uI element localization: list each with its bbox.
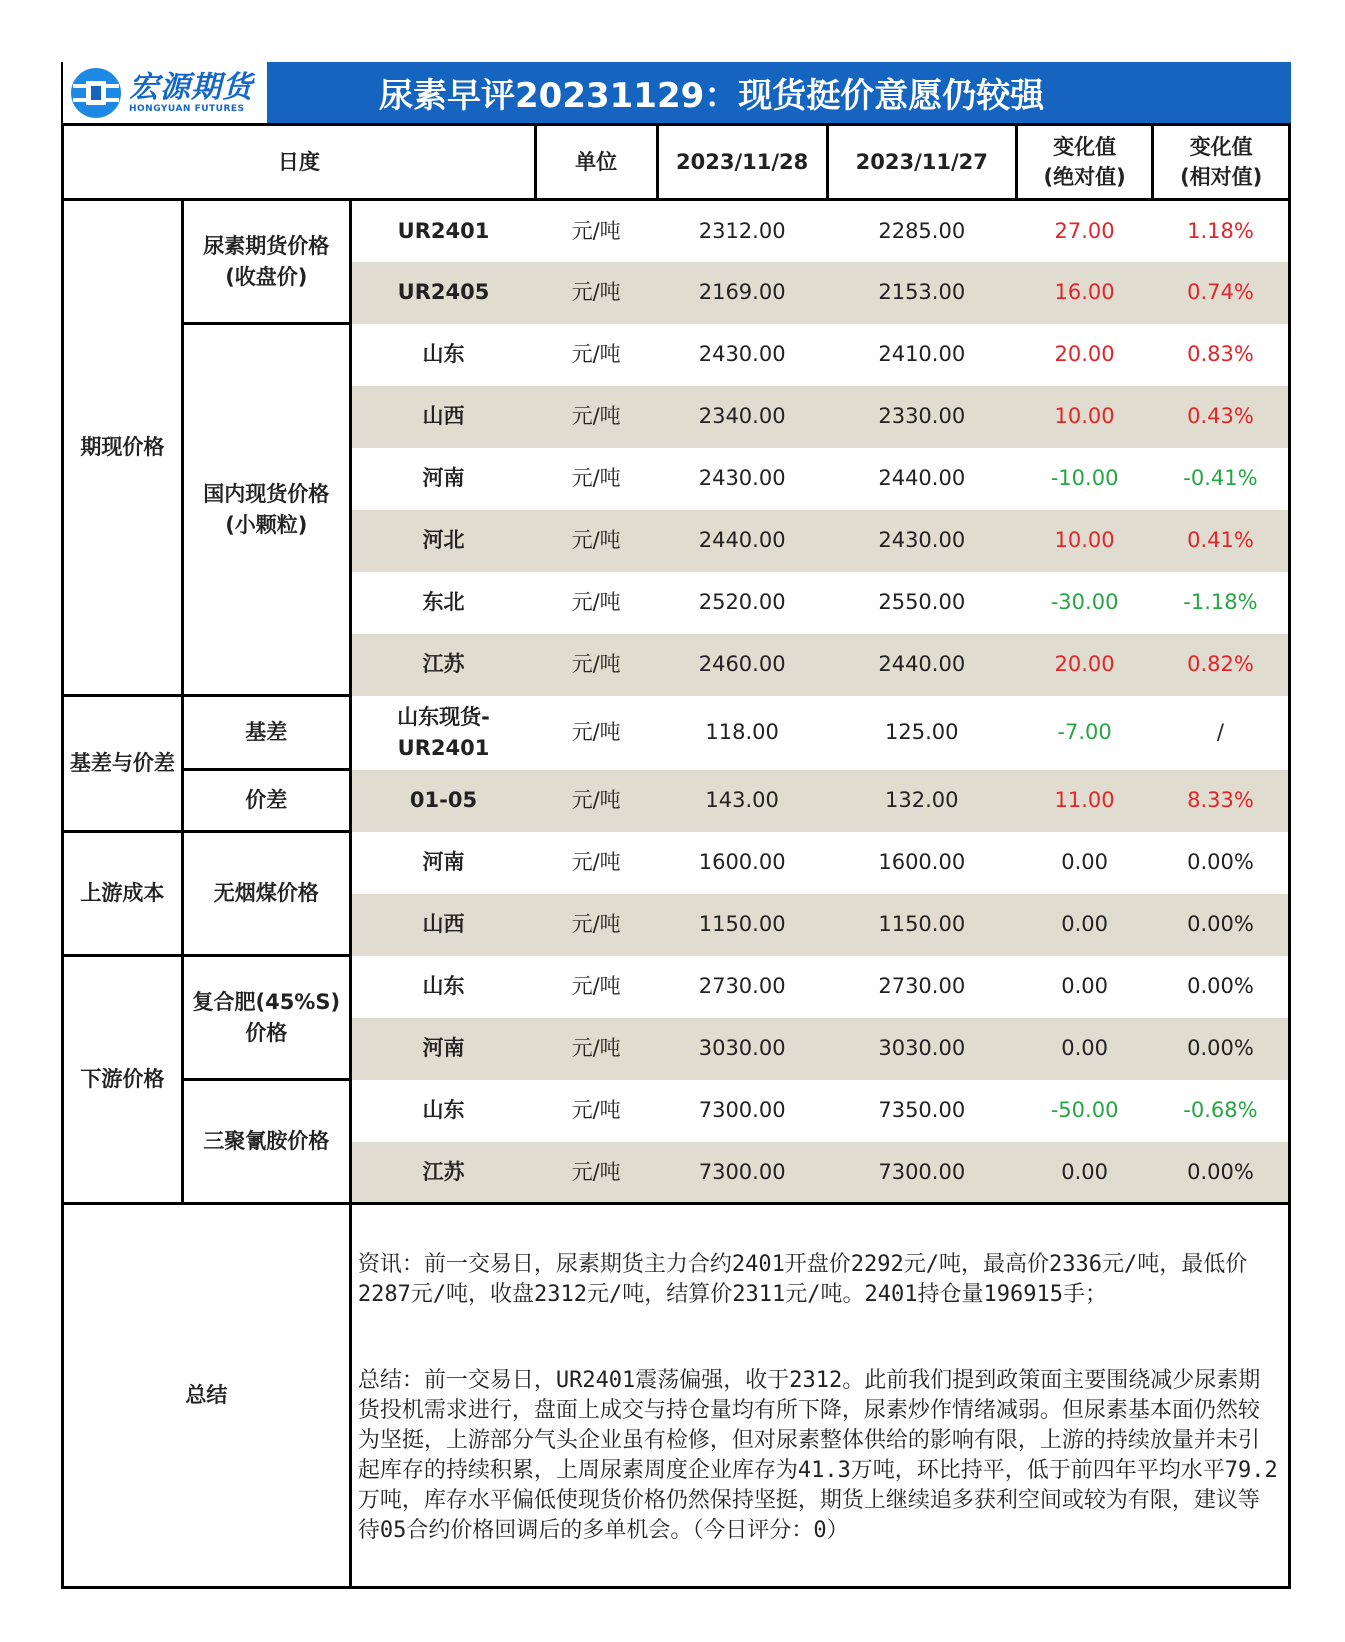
unit-cell: 元/吨 — [571, 788, 621, 813]
value-cell: 2430.00 — [698, 342, 786, 367]
abs-change-cell: 11.00 — [1054, 788, 1115, 813]
subgroup-label — [182, 200, 350, 324]
item-cell — [350, 696, 535, 770]
item-cell: 江苏 — [422, 652, 465, 677]
group-label: 下游价格 — [63, 956, 183, 1204]
item-line: UR2401 — [397, 735, 490, 760]
unit-cell: 元/吨 — [571, 404, 621, 429]
item-cell: UR2401 — [397, 219, 490, 244]
table-row — [63, 770, 1290, 832]
subgroup-line: 价格 — [245, 1020, 288, 1045]
group-label: 上游成本 — [63, 832, 183, 956]
value-cell: 1150.00 — [698, 912, 786, 937]
value-cell: 2440.00 — [878, 652, 966, 677]
summary-label: 总结 — [63, 1204, 351, 1588]
value-cell: 7350.00 — [878, 1098, 966, 1123]
rel-change-cell: -1.18% — [1153, 572, 1290, 634]
logo-text-cn: 宏源期货 — [129, 69, 253, 105]
item-cell: 山东 — [422, 974, 465, 999]
value-cell: 2430.00 — [698, 466, 786, 491]
item-cell: 河北 — [422, 528, 465, 553]
rel-change-cell: 0.00% — [1153, 832, 1290, 894]
value-cell: 2520.00 — [698, 590, 786, 615]
abs-change-cell: 0.00 — [1061, 912, 1108, 937]
value-cell: 2285.00 — [878, 219, 966, 244]
value-cell: 2430.00 — [878, 528, 966, 553]
abs-change-cell: -30.00 — [1050, 590, 1119, 615]
abs-change-cell: 10.00 — [1054, 404, 1115, 429]
rel-change-cell: 0.43% — [1153, 386, 1290, 448]
summary-text — [350, 1204, 1289, 1588]
item-cell: 东北 — [422, 590, 465, 615]
header-abs-change — [1016, 125, 1153, 200]
abs-change-cell: -7.00 — [1057, 720, 1112, 745]
header-abs-l2: (绝对值) — [1043, 165, 1126, 189]
rel-change-cell: 0.82% — [1153, 634, 1290, 696]
subgroup-label — [182, 324, 350, 696]
item-cell: 河南 — [422, 466, 465, 491]
value-cell: 2460.00 — [698, 652, 786, 677]
unit-cell: 元/吨 — [571, 974, 621, 999]
company-logo — [63, 62, 267, 123]
subgroup-label: 无烟煤价格 — [182, 832, 350, 956]
item-line: 山东现货- — [397, 705, 490, 730]
table-row — [63, 696, 1290, 770]
header-abs-l1: 变化值 — [1053, 134, 1117, 159]
rel-change-cell: 0.74% — [1153, 262, 1290, 324]
unit-cell: 元/吨 — [571, 1159, 621, 1184]
unit-cell: 元/吨 — [571, 1036, 621, 1061]
value-cell: 7300.00 — [698, 1098, 786, 1123]
rel-change-cell: 0.00% — [1153, 1018, 1290, 1080]
header-rel-l1: 变化值 — [1189, 134, 1253, 159]
value-cell: 2440.00 — [878, 466, 966, 491]
item-cell: 01-05 — [409, 788, 478, 813]
header-date2: 2023/11/27 — [827, 125, 1016, 200]
rel-change-cell: 8.33% — [1153, 770, 1290, 832]
subgroup-label: 价差 — [182, 770, 350, 832]
value-cell: 7300.00 — [698, 1159, 786, 1184]
header-rel-change — [1153, 125, 1290, 200]
unit-cell: 元/吨 — [571, 912, 621, 937]
report-frame — [61, 62, 1291, 1589]
globe-logo-icon — [69, 66, 123, 120]
value-cell: 2330.00 — [878, 404, 966, 429]
value-cell: 3030.00 — [698, 1036, 786, 1061]
value-cell: 2550.00 — [878, 590, 966, 615]
header-rel-l2: (相对值) — [1180, 165, 1263, 189]
header-period: 日度 — [63, 125, 536, 200]
value-cell: 125.00 — [885, 720, 959, 745]
value-cell: 2153.00 — [878, 280, 966, 305]
rel-change-cell: -0.68% — [1153, 1080, 1290, 1142]
group-label: 基差与价差 — [63, 696, 183, 832]
table-row — [63, 324, 1290, 386]
item-cell: 河南 — [422, 850, 465, 875]
subgroup-line: (收盘价) — [225, 264, 308, 289]
logo-text-en: HONGYUAN FUTURES — [129, 103, 245, 114]
banner — [61, 62, 1291, 123]
unit-cell: 元/吨 — [571, 219, 621, 244]
value-cell: 2730.00 — [698, 974, 786, 999]
value-cell: 7300.00 — [878, 1159, 966, 1184]
item-cell: 山西 — [422, 912, 465, 937]
page-title: 尿素早评20231129：现货挺价意愿仍较强 — [267, 62, 1291, 123]
abs-change-cell: 0.00 — [1061, 1159, 1108, 1184]
abs-change-cell: 10.00 — [1054, 528, 1115, 553]
subgroup-label: 三聚氰胺价格 — [182, 1080, 350, 1204]
abs-change-cell: 20.00 — [1054, 342, 1115, 367]
rel-change-cell: 0.00% — [1153, 956, 1290, 1018]
item-cell: 河南 — [422, 1036, 465, 1061]
value-cell: 1600.00 — [878, 850, 966, 875]
abs-change-cell: -10.00 — [1050, 466, 1119, 491]
subgroup-line: (小颗粒) — [225, 512, 308, 537]
table-row — [63, 200, 1290, 262]
unit-cell: 元/吨 — [571, 342, 621, 367]
subgroup-line: 复合肥(45%S) — [192, 990, 341, 1015]
value-cell: 2340.00 — [698, 404, 786, 429]
abs-change-cell: 0.00 — [1061, 1036, 1108, 1061]
item-cell: 山东 — [422, 1098, 465, 1123]
urea-table — [61, 123, 1291, 1589]
rel-change-cell: -0.41% — [1153, 448, 1290, 510]
table-row — [63, 832, 1290, 894]
unit-cell: 元/吨 — [571, 466, 621, 491]
value-cell: 132.00 — [885, 788, 959, 813]
abs-change-cell: 0.00 — [1061, 974, 1108, 999]
value-cell: 1150.00 — [878, 912, 966, 937]
rel-change-cell: 0.00% — [1153, 894, 1290, 956]
value-cell: 143.00 — [705, 788, 779, 813]
unit-cell: 元/吨 — [571, 850, 621, 875]
unit-cell: 元/吨 — [571, 720, 621, 745]
value-cell: 118.00 — [705, 720, 779, 745]
header-unit: 单位 — [535, 125, 657, 200]
rel-change-cell: 0.83% — [1153, 324, 1290, 386]
abs-change-cell: 16.00 — [1054, 280, 1115, 305]
value-cell: 3030.00 — [878, 1036, 966, 1061]
subgroup-label: 基差 — [182, 696, 350, 770]
value-cell: 2169.00 — [698, 280, 786, 305]
item-cell: UR2405 — [397, 280, 490, 305]
unit-cell: 元/吨 — [571, 652, 621, 677]
abs-change-cell: 27.00 — [1054, 219, 1115, 244]
abs-change-cell: 0.00 — [1061, 850, 1108, 875]
rel-change-cell: 0.00% — [1153, 1142, 1290, 1204]
unit-cell: 元/吨 — [571, 280, 621, 305]
value-cell: 1600.00 — [698, 850, 786, 875]
unit-cell: 元/吨 — [571, 528, 621, 553]
subgroup-line: 尿素期货价格 — [203, 234, 330, 259]
header-date1: 2023/11/28 — [657, 125, 827, 200]
table-row — [63, 1080, 1290, 1142]
group-label: 期现价格 — [63, 200, 183, 696]
value-cell: 2410.00 — [878, 342, 966, 367]
rel-change-cell: 0.41% — [1153, 510, 1290, 572]
subgroup-line: 国内现货价格 — [203, 482, 330, 507]
unit-cell: 元/吨 — [571, 1098, 621, 1123]
rel-change-cell: / — [1153, 696, 1290, 770]
header-row — [63, 125, 1290, 200]
item-cell: 山西 — [422, 404, 465, 429]
value-cell: 2312.00 — [698, 219, 786, 244]
value-cell: 2440.00 — [698, 528, 786, 553]
unit-cell: 元/吨 — [571, 590, 621, 615]
item-cell: 山东 — [422, 342, 465, 367]
item-cell: 江苏 — [422, 1159, 465, 1184]
rel-change-cell: 1.18% — [1153, 200, 1290, 262]
conclusion-paragraph: 总结：前一交易日，UR2401震荡偏强，收于2312。此前我们提到政策面主要围绕减少尿素期货投机需求进行，盘面上成交与持仓量均有所下降，尿素炒作情绪减弱。但尿素基本面仍然较为坚挺，上游部分气头企业虽有检修，但对尿素整体供给的影响有限，上游的持续放量并未引起库存的持续积累，上周尿素周度企业库存为41.3万吨，环比持平，低于前四年平均水平79.2万吨，库存水平偏低使现货价格仍然保持坚挺，期货上继续追多获利空间或较为有限，建议等待05合约价格回调后的多单机会。（今日评分：0） — [357, 1367, 1278, 1543]
summary-row — [63, 1204, 1290, 1588]
subgroup-label — [182, 956, 350, 1080]
abs-change-cell: -50.00 — [1050, 1098, 1119, 1123]
value-cell: 2730.00 — [878, 974, 966, 999]
abs-change-cell: 20.00 — [1054, 652, 1115, 677]
table-row — [63, 956, 1290, 1018]
news-paragraph: 资讯：前一交易日，尿素期货主力合约2401开盘价2292元/吨，最高价2336元/吨，最低价2287元/吨，收盘2312元/吨，结算价2311元/吨。2401持仓量196915手； — [357, 1251, 1248, 1307]
